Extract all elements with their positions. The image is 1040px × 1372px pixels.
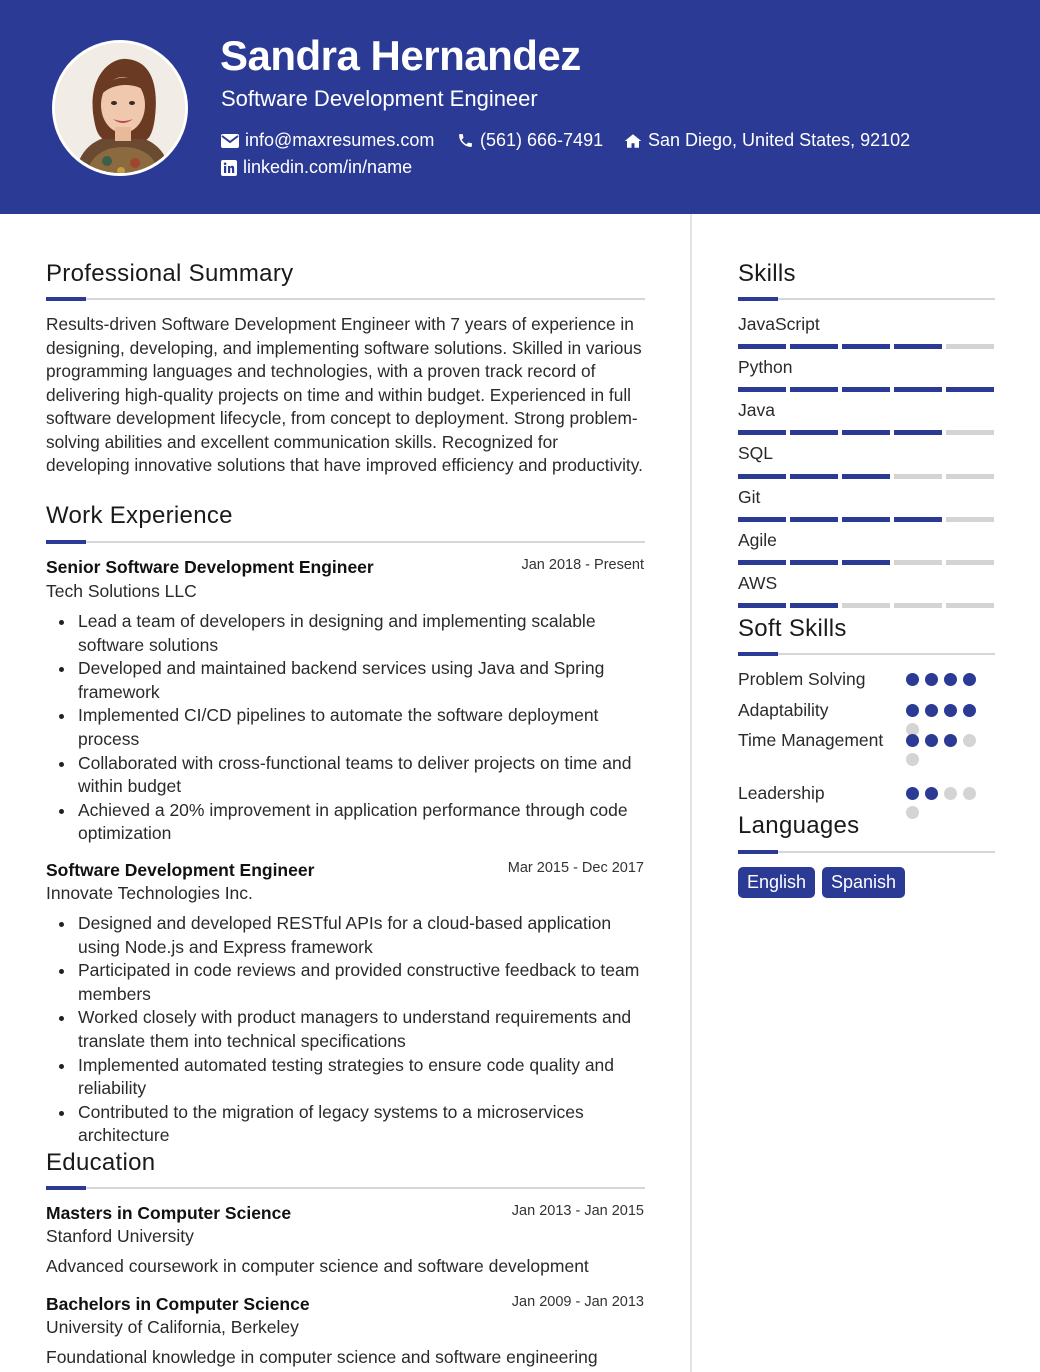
job-dates: Jan 2018 - Present [521, 557, 644, 573]
soft-skill-name: Time Management [738, 730, 884, 750]
degree-description: Foundational knowledge in computer science and software engineering [46, 1347, 598, 1367]
skill-level-segment [842, 517, 890, 522]
job-company: Innovate Technologies Inc. [46, 883, 253, 903]
skill-level-segment [790, 517, 838, 522]
language-badge: Spanish [822, 867, 905, 898]
rating-dot [925, 734, 938, 747]
skill-level-segment [894, 517, 942, 522]
skill-level-segment [946, 603, 994, 608]
list-item: Participated in code reviews and provided constructive feedback to team members [46, 959, 646, 1006]
skill-name: Agile [738, 530, 777, 550]
skill-level-segment [894, 387, 942, 392]
job-bullets [46, 912, 646, 1148]
school-name: Stanford University [46, 1226, 194, 1246]
skill-level-segment [790, 560, 838, 565]
list-item: Designed and developed RESTful APIs for a cloud-based application using Node.js and Express framework [46, 912, 646, 959]
skill-name: Git [738, 487, 761, 507]
degree-description: Advanced coursework in computer science and software development [46, 1256, 589, 1276]
contact-linkedin[interactable] [221, 157, 412, 178]
skill-level-segment [790, 344, 838, 349]
skill-level-segment [738, 560, 786, 565]
rating-dot [925, 787, 938, 800]
skill-level-segment [842, 430, 890, 435]
rating-dot [963, 734, 976, 747]
skill-level-segment [894, 474, 942, 479]
job-bullets [46, 610, 646, 846]
home-icon [624, 133, 642, 149]
skill-level-segment [790, 430, 838, 435]
skill-level-bar [738, 430, 994, 435]
resume-header [0, 0, 1040, 214]
experience-heading: Work Experience [46, 502, 233, 529]
contact-email[interactable] [221, 130, 434, 151]
degree-dates: Jan 2009 - Jan 2013 [511, 1294, 644, 1310]
contact-location-text: San Diego, United States, 92102 [648, 130, 911, 150]
degree-title: Masters in Computer Science [46, 1203, 292, 1223]
summary-accent [46, 297, 86, 301]
language-badge: English [738, 867, 815, 898]
languages-accent [738, 850, 778, 854]
column-divider [690, 214, 692, 1372]
skill-name: AWS [738, 573, 778, 593]
contact-linkedin-text: linkedin.com/in/name [243, 157, 413, 177]
degree-dates: Jan 2013 - Jan 2015 [511, 1203, 644, 1219]
skill-level-segment [894, 344, 942, 349]
summary-heading: Professional Summary [46, 260, 294, 287]
soft-skill-name: Problem Solving [738, 669, 866, 689]
skill-level-segment [738, 344, 786, 349]
rating-dot [963, 704, 976, 717]
skill-level-segment [842, 344, 890, 349]
rating-dot [906, 787, 919, 800]
candidate-name: Sandra Hernandez [220, 32, 581, 79]
skill-level-bar [738, 560, 994, 565]
rating-dot [944, 673, 957, 686]
list-item: Contributed to the migration of legacy systems to a microservices architecture [46, 1101, 646, 1148]
job-dates: Mar 2015 - Dec 2017 [507, 860, 644, 876]
rating-dot [944, 787, 957, 800]
summary-text: Results-driven Software Development Engineer with 7 years of experience in designing, developing, and implementing software solutions. Skilled in various programming languages and technologies, with a proven track record of delivering high-quality projects on time and within budget. Experienced in full software development lifecycle, from concept to deployment. Strong problem-solving abilities and excellent communication skills. Recognized for developing innovative solutions that have improved efficiency and productivity. [46, 314, 643, 475]
list-item: Lead a team of developers in designing and implementing scalable software solutions [46, 610, 646, 657]
rating-dot [925, 704, 938, 717]
list-item: Achieved a 20% improvement in application performance through code optimization [46, 799, 646, 846]
rating-dot [906, 806, 919, 819]
rating-dot [906, 704, 919, 717]
skill-level-segment [946, 387, 994, 392]
skill-level-segment [946, 344, 994, 349]
soft-skill-dots [906, 734, 978, 766]
skill-name: Java [738, 400, 775, 420]
job-title: Software Development Engineer [46, 860, 315, 880]
skill-level-segment [842, 387, 890, 392]
skill-level-segment [738, 474, 786, 479]
skill-level-segment [894, 560, 942, 565]
soft-skill-name: Leadership [738, 783, 825, 803]
skill-level-bar [738, 474, 994, 479]
skill-level-segment [738, 387, 786, 392]
education-rule [46, 1187, 645, 1189]
skill-level-segment [738, 430, 786, 435]
skill-name: Python [738, 357, 793, 377]
rating-dot [906, 734, 919, 747]
skill-level-segment [894, 603, 942, 608]
skill-level-segment [842, 603, 890, 608]
rating-dot [944, 734, 957, 747]
rating-dot [963, 673, 976, 686]
degree-title: Bachelors in Computer Science [46, 1294, 310, 1314]
linkedin-icon [221, 160, 237, 176]
soft-skill-dots [906, 704, 978, 736]
list-item: Implemented CI/CD pipelines to automate the software deployment process [46, 704, 646, 751]
skill-level-segment [790, 474, 838, 479]
skill-name: SQL [738, 443, 774, 463]
skills-accent [738, 297, 778, 301]
summary-rule [46, 298, 645, 300]
skill-level-segment [842, 474, 890, 479]
candidate-role: Software Development Engineer [221, 86, 538, 111]
list-item: Collaborated with cross-functional teams to deliver projects on time and within budget [46, 752, 646, 799]
list-item: Implemented automated testing strategies to ensure code quality and reliability [46, 1054, 646, 1101]
skill-level-segment [946, 560, 994, 565]
rating-dot [963, 787, 976, 800]
skill-level-segment [946, 474, 994, 479]
education-heading: Education [46, 1149, 156, 1176]
list-item: Worked closely with product managers to understand requirements and translate them into technical specifications [46, 1006, 646, 1053]
school-name: University of California, Berkeley [46, 1317, 299, 1337]
contact-email-text: info@maxresumes.com [245, 130, 435, 150]
contact-location [624, 130, 910, 151]
envelope-icon [221, 134, 239, 148]
rating-dot [906, 673, 919, 686]
languages-heading: Languages [738, 812, 860, 839]
rating-dot [906, 753, 919, 766]
experience-accent [46, 540, 86, 544]
phone-icon [457, 132, 474, 149]
education-accent [46, 1186, 86, 1190]
contact-phone-text: (561) 666-7491 [480, 130, 604, 150]
skill-name: JavaScript [738, 314, 820, 334]
soft-skills-heading: Soft Skills [738, 615, 847, 642]
skill-level-segment [738, 603, 786, 608]
skill-level-bar [738, 517, 994, 522]
skill-level-segment [738, 517, 786, 522]
skill-level-segment [790, 387, 838, 392]
job-title: Senior Software Development Engineer [46, 557, 374, 577]
job-company: Tech Solutions LLC [46, 581, 197, 601]
experience-rule [46, 541, 645, 543]
skill-level-segment [946, 517, 994, 522]
skill-level-bar [738, 387, 994, 392]
list-item: Developed and maintained backend services using Java and Spring framework [46, 657, 646, 704]
soft-skills-accent [738, 652, 778, 656]
skill-level-segment [894, 430, 942, 435]
contact-phone[interactable] [457, 130, 603, 151]
soft-skill-dots [906, 673, 978, 686]
skills-heading: Skills [738, 260, 796, 287]
rating-dot [944, 704, 957, 717]
skill-level-bar [738, 603, 994, 608]
skill-level-segment [842, 560, 890, 565]
rating-dot [925, 673, 938, 686]
soft-skill-dots [906, 787, 978, 819]
skill-level-segment [790, 603, 838, 608]
profile-photo [52, 40, 188, 176]
soft-skill-name: Adaptability [738, 700, 829, 720]
skill-level-bar [738, 344, 994, 349]
skill-level-segment [946, 430, 994, 435]
